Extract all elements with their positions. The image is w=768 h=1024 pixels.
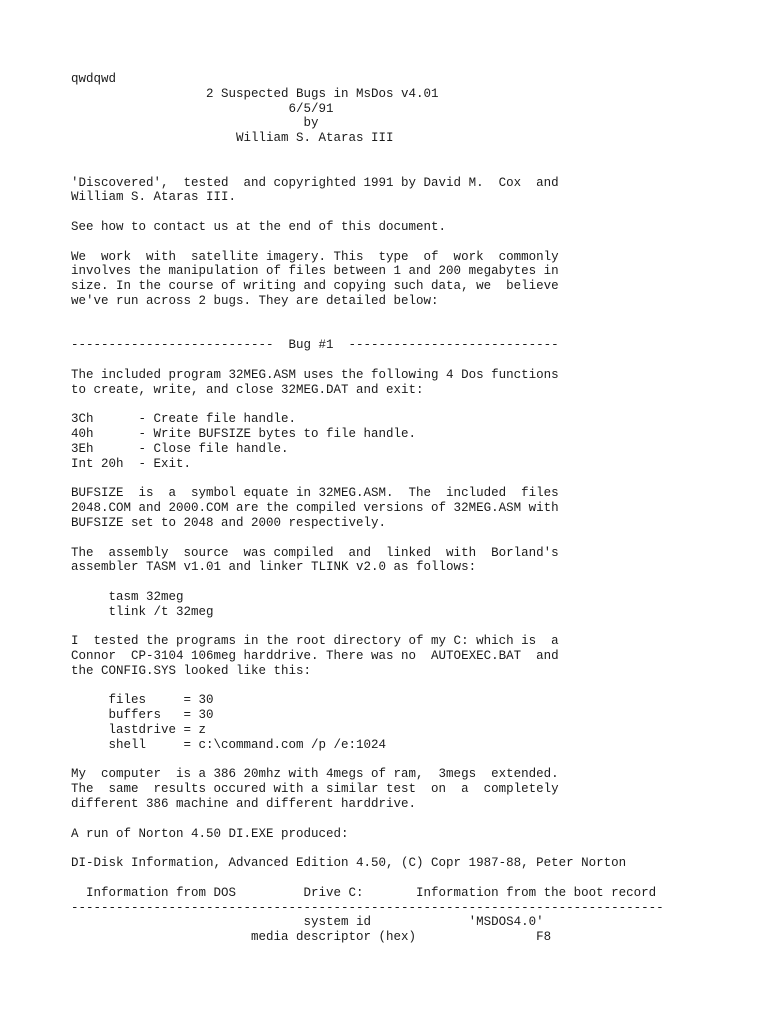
document-line: system id 'MSDOS4.0' [71, 915, 544, 930]
document-line: See how to contact us at the end of this document. [71, 219, 447, 234]
document-line: size. In the course of writing and copying such data, we believe [71, 279, 559, 294]
document-line [71, 398, 664, 413]
document-line: 2 Suspected Bugs in MsDos v4.01 [71, 86, 439, 101]
document-line: media descriptor (hex) F8 [71, 930, 552, 945]
document-line: different 386 machine and different harddrive. [71, 797, 417, 812]
document-line: My computer is a 386 20mhz with 4megs of ram, 3megs extended. [71, 767, 559, 782]
document-line: we've run across 2 bugs. They are detailed below: [71, 293, 439, 308]
document-line: tlink /t 32meg [71, 604, 214, 619]
document-line: 'Discovered', tested and copyrighted 1991 by David M. Cox and [71, 175, 559, 190]
document-line [71, 205, 664, 220]
document-line: buffers = 30 [71, 708, 214, 723]
document-line: --------------------------- Bug #1 ---------------------------- [71, 338, 559, 353]
document-line: assembler TASM v1.01 and linker TLINK v2.0 as follows: [71, 560, 477, 575]
document-line: involves the manipulation of files between 1 and 200 megabytes in [71, 264, 559, 279]
document-line [71, 161, 664, 176]
document-line: 6/5/91 [71, 101, 334, 116]
document-line: BUFSIZE set to 2048 and 2000 respectively. [71, 515, 387, 530]
document-line: ------------------------------------------------------------------------------- [71, 900, 664, 915]
document-line: qwdqwd [71, 72, 117, 86]
document-line: Connor CP-3104 106meg harddrive. There was no AUTOEXEC.BAT and [71, 649, 559, 664]
document-line [71, 679, 664, 694]
document-body [71, 72, 664, 945]
document-line: by [71, 116, 319, 131]
document-line [71, 871, 664, 886]
document-line: DI-Disk Information, Advanced Edition 4.50, (C) Copr 1987-88, Peter Norton [71, 856, 627, 871]
document-line [71, 324, 664, 339]
document-line [71, 619, 664, 634]
document-line [71, 235, 664, 250]
document-line [71, 753, 664, 768]
document-line: lastdrive = z [71, 723, 207, 738]
document-line [71, 146, 664, 161]
document-line: The assembly source was compiled and linked with Borland's [71, 545, 559, 560]
document-line: 40h - Write BUFSIZE bytes to file handle. [71, 427, 417, 442]
document-line [71, 309, 664, 324]
document-line: files = 30 [71, 693, 214, 708]
document-line: Int 20h - Exit. [71, 456, 192, 471]
document-line: We work with satellite imagery. This type of work commonly [71, 249, 559, 264]
document-line: BUFSIZE is a symbol equate in 32MEG.ASM. The included files [71, 486, 559, 501]
document-line: 3Ch - Create file handle. [71, 412, 297, 427]
document-line: The included program 32MEG.ASM uses the following 4 Dos functions [71, 367, 559, 382]
document-line [71, 353, 664, 368]
document-line: tasm 32meg [71, 589, 184, 604]
document-line: to create, write, and close 32MEG.DAT and exit: [71, 382, 424, 397]
document-line [71, 472, 664, 487]
document-line: 2048.COM and 2000.COM are the compiled versions of 32MEG.ASM with [71, 501, 559, 516]
document-line: William S. Ataras III. [71, 190, 237, 205]
document-line: A run of Norton 4.50 DI.EXE produced: [71, 826, 349, 841]
document-line: Information from DOS Drive C: Information from the boot record [71, 885, 657, 900]
document-line: shell = c:\command.com /p /e:1024 [71, 737, 387, 752]
document-line [71, 812, 664, 827]
document-line [71, 575, 664, 590]
document-line: 3Eh - Close file handle. [71, 441, 289, 456]
document-line: I tested the programs in the root directory of my C: which is a [71, 634, 559, 649]
document-line [71, 841, 664, 856]
document-line: The same results occured with a similar test on a completely [71, 782, 559, 797]
document-line: William S. Ataras III [71, 131, 394, 146]
document-line [71, 531, 664, 546]
document-line: the CONFIG.SYS looked like this: [71, 663, 312, 678]
